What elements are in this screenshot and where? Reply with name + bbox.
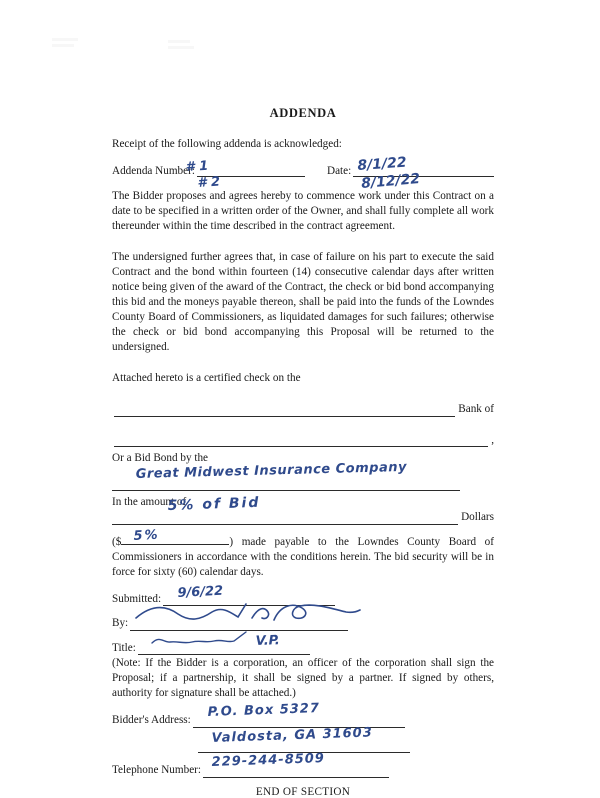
bid-bond-label: Or a Bid Bond by the bbox=[112, 452, 209, 465]
handwriting-date-2: 8/12/22 bbox=[360, 170, 421, 192]
date-field[interactable] bbox=[327, 164, 494, 177]
amount-words-rule[interactable] bbox=[112, 512, 458, 525]
title-field[interactable] bbox=[112, 632, 494, 656]
submitted-field[interactable] bbox=[112, 583, 494, 607]
payable-text: made payable to the Lowndes County Board of Commissioners in accordance with the conditions herein. The bid security will be in force for sixty (60) calendar days. bbox=[112, 535, 494, 578]
dollar-paren-open: ($ bbox=[112, 535, 122, 548]
submitted-rule[interactable] bbox=[163, 593, 335, 606]
comma-tail: , bbox=[491, 433, 494, 446]
signature-rule[interactable] bbox=[130, 618, 348, 631]
bank-of-label: Bank of bbox=[458, 403, 494, 415]
scan-artifact bbox=[52, 38, 78, 41]
date-label: Date: bbox=[327, 165, 352, 177]
amount-figure-rule[interactable] bbox=[121, 533, 229, 545]
attached-check-line: Attached hereto is a certified check on the bbox=[112, 372, 301, 384]
title-label: Title: bbox=[112, 641, 136, 654]
bidders-address-line2-field[interactable] bbox=[112, 725, 494, 753]
handwriting-address-line-2: Valdosta, GA 31603 bbox=[211, 725, 374, 746]
bidders-address-line2-rule[interactable] bbox=[198, 740, 410, 753]
signature-field[interactable] bbox=[112, 616, 494, 631]
scan-artifact bbox=[52, 44, 74, 47]
bank-name-rule[interactable] bbox=[114, 404, 455, 417]
handwriting-address-line-1: P.O. Box 5327 bbox=[207, 701, 321, 721]
dollars-label: Dollars bbox=[461, 511, 494, 524]
bid-bond-company-rule[interactable] bbox=[112, 478, 460, 491]
handwriting-date-1: 8/1/22 bbox=[356, 154, 408, 174]
payable-paragraph bbox=[112, 527, 494, 580]
paragraph-failure-to-execute: The undersigned further agrees that, in case of failure on his part to execute the said Contract and the bond within fourteen (14) consecutive calendar days after written notice being given of the award of the Contract, the check or bid bond accompanying this bid and the moneys payable thereon, shall be paid into the funds of the Lowndes County Board of Commissioners, as liquidated damages for such failures; otherwise the check or bid bond accompanying this Proposal will be returned to the undersigned. bbox=[112, 251, 494, 353]
addenda-number-field[interactable] bbox=[112, 164, 327, 177]
handwriting-amount-words: 5% of Bid bbox=[167, 494, 261, 515]
note-paragraph: (Note: If the Bidder is a corporation, an officer of the corporation shall sign the Proposal; if a partnership, it shall be signed by a partner. If signed by others, authority for signature shall be attached.) bbox=[112, 657, 494, 700]
bidders-address-rule[interactable] bbox=[193, 715, 405, 728]
telephone-field[interactable] bbox=[112, 750, 494, 778]
handwriting-title-value: V.P. bbox=[255, 632, 281, 649]
handwriting-addenda-number-2: # 2 bbox=[196, 174, 221, 191]
handwriting-submitted-date: 9/6/22 bbox=[177, 583, 224, 601]
addenda-number-and-date-row bbox=[112, 154, 494, 192]
handwriting-bid-bond-company: Great Midwest Insurance Company bbox=[135, 460, 408, 483]
bidders-address-field[interactable] bbox=[112, 701, 494, 728]
addenda-number-label: Addenda Number: bbox=[112, 165, 195, 177]
handwriting-telephone-number: 229-244-8509 bbox=[211, 750, 326, 770]
handwriting-amount-figure: 5% bbox=[133, 527, 160, 544]
title-rule[interactable] bbox=[138, 642, 310, 655]
handwriting-addenda-number-1: # 1 bbox=[185, 158, 209, 175]
date-rule[interactable] bbox=[353, 164, 494, 177]
end-of-section-footer: END OF SECTION bbox=[255, 785, 351, 798]
bid-bond-company-field[interactable] bbox=[112, 460, 494, 491]
bank-location-rule[interactable] bbox=[114, 434, 488, 447]
submitted-label: Submitted: bbox=[112, 592, 162, 605]
receipt-line: Receipt of the following addenda is acknowledged: bbox=[112, 138, 342, 150]
page-title: ADDENDA bbox=[269, 106, 337, 120]
bank-name-field[interactable] bbox=[112, 402, 494, 417]
amount-label: In the amount of bbox=[112, 496, 187, 509]
addenda-number-rule[interactable] bbox=[197, 164, 305, 177]
telephone-label: Telephone Number: bbox=[112, 763, 201, 776]
bank-location-field[interactable] bbox=[112, 433, 494, 448]
document-content bbox=[112, 0, 494, 798]
bidders-address-label: Bidder's Address: bbox=[112, 714, 191, 727]
by-label: By: bbox=[112, 617, 129, 630]
dollar-paren-close: ) bbox=[229, 535, 234, 548]
paragraph-commence-work: The Bidder proposes and agrees hereby to commence work under this Contract on a date to be specified in a written order of the Owner, and shall fully complete all work thereunder within the time described in the contract agreement. bbox=[112, 190, 494, 232]
telephone-rule[interactable] bbox=[203, 765, 389, 778]
